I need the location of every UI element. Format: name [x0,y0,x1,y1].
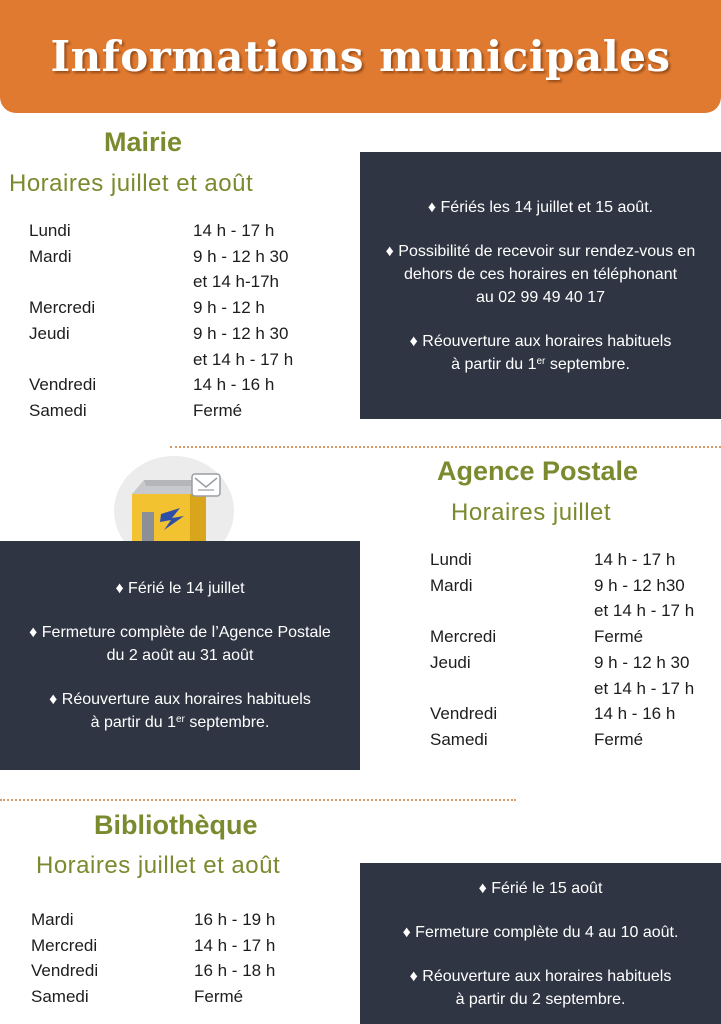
agence-reopen [0,688,360,734]
schedule-row [29,321,293,372]
schedule-row [31,958,275,984]
schedule-day: Mercredi [29,298,96,318]
schedule-hours: 16 h - 18 h [194,961,276,981]
agence-reopen-date: à partir du 1er septembre. [90,714,270,731]
schedule-hours: Fermé [594,729,644,749]
agence-schedule [430,547,694,753]
agence-closure [0,621,360,667]
mairie-rdv-line: dehors de ces horaires en téléphonant [403,265,678,283]
mairie-reopen-date: à partir du 1er septembre. [451,355,630,373]
schedule-row [430,573,694,624]
schedule-day: Mercredi [430,627,497,647]
mairie-subtitle: Horaires juillet et août [9,170,254,197]
schedule-hours: et 14 h - 17 h [594,601,695,621]
schedule-hours: 14 h - 17 h [594,550,676,569]
schedule-row [430,547,694,573]
bibliotheque-subtitle: Horaires juillet et août [36,852,281,879]
schedule-hours: 14 h - 17 h [193,221,275,240]
schedule-hours: Fermé [193,400,243,420]
schedule-day: Jeudi [29,323,70,343]
bibliotheque-closure: ♦ Fermeture complète du 4 au 10 août. [402,923,679,941]
schedule-hours: 9 h - 12 h 30 [594,652,690,672]
mairie-feries: ♦ Fériés les 14 juillet et 15 août. [427,198,654,216]
page-title: Informations municipales [50,32,671,81]
header-banner [0,0,721,113]
schedule-hours: 9 h - 12 h30 [594,575,685,595]
mairie-info-box [360,152,721,419]
mairie-rdv [360,240,721,309]
schedule-hours: 14 h - 16 h [594,704,676,724]
schedule-hours: et 14 h - 17 h [193,349,294,369]
envelope-icon [192,474,220,496]
section-divider [0,799,516,801]
schedule-hours: 9 h - 12 h [193,298,265,318]
schedule-hours: 16 h - 19 h [194,910,276,929]
schedule-hours: Fermé [594,627,644,647]
schedule-row [29,372,293,398]
agence-closure-dates: du 2 août au 31 août [106,647,254,664]
schedule-row [31,984,275,1010]
mairie-reopen [360,330,721,376]
schedule-day: Samedi [31,987,89,1007]
schedule-hours: et 14 h-17h [193,272,280,292]
schedule-row [430,650,694,701]
schedule-day: Mardi [29,246,72,266]
agence-reopen-line: ♦ Réouverture aux horaires habituels [49,691,311,708]
bibliotheque-title: Bibliothèque [94,810,258,840]
mairie-title: Mairie [104,127,183,157]
schedule-day: Mardi [31,910,74,929]
schedule-day: Samedi [430,729,488,749]
schedule-row [29,244,293,295]
section-divider [170,446,721,448]
schedule-hours: 9 h - 12 h 30 [193,323,289,343]
bibliotheque-reopen-date: à partir du 2 septembre. [455,990,626,1008]
bibliotheque-ferie: ♦ Férié le 15 août [478,879,603,897]
mairie-schedule [29,218,293,424]
agence-info-box [0,541,360,770]
agence-subtitle: Horaires juillet [451,499,612,526]
agence-ferie: ♦ Férié le 14 juillet [115,580,245,597]
agence-title: Agence Postale [437,456,639,486]
schedule-day: Lundi [430,550,472,569]
schedule-day: Samedi [29,400,87,420]
schedule-hours: 9 h - 12 h 30 [193,246,289,266]
agence-closure-line: ♦ Fermeture complète de l’Agence Postale [29,624,331,641]
schedule-hours: Fermé [194,987,244,1007]
schedule-hours: 14 h - 16 h [193,375,275,395]
schedule-day: Mardi [430,575,473,595]
schedule-row [430,701,694,727]
schedule-row [31,933,275,959]
bibliotheque-reopen [360,965,721,1011]
mairie-reopen-line: ♦ Réouverture aux horaires habituels [409,332,672,350]
schedule-day: Vendredi [430,704,498,724]
mairie-phone: au 02 99 49 40 17 [475,288,605,306]
schedule-row [29,295,293,321]
mairie-rdv-line: ♦ Possibilité de recevoir sur rendez-vous en [385,242,696,260]
schedule-day: Jeudi [430,652,471,672]
schedule-hours: 14 h - 17 h [194,935,276,955]
schedule-row [31,907,275,933]
schedule-hours: et 14 h - 17 h [594,678,695,698]
schedule-row [29,218,293,244]
schedule-row [430,624,694,650]
bibliotheque-schedule [31,907,275,1010]
bibliotheque-info-box [360,863,721,1024]
schedule-day: Lundi [29,221,71,240]
schedule-row [29,398,293,424]
schedule-day: Vendredi [31,961,99,981]
bibliotheque-reopen-line: ♦ Réouverture aux horaires habituels [409,967,672,985]
schedule-day: Mercredi [31,935,98,955]
schedule-day: Vendredi [29,375,97,395]
schedule-row [430,727,694,753]
